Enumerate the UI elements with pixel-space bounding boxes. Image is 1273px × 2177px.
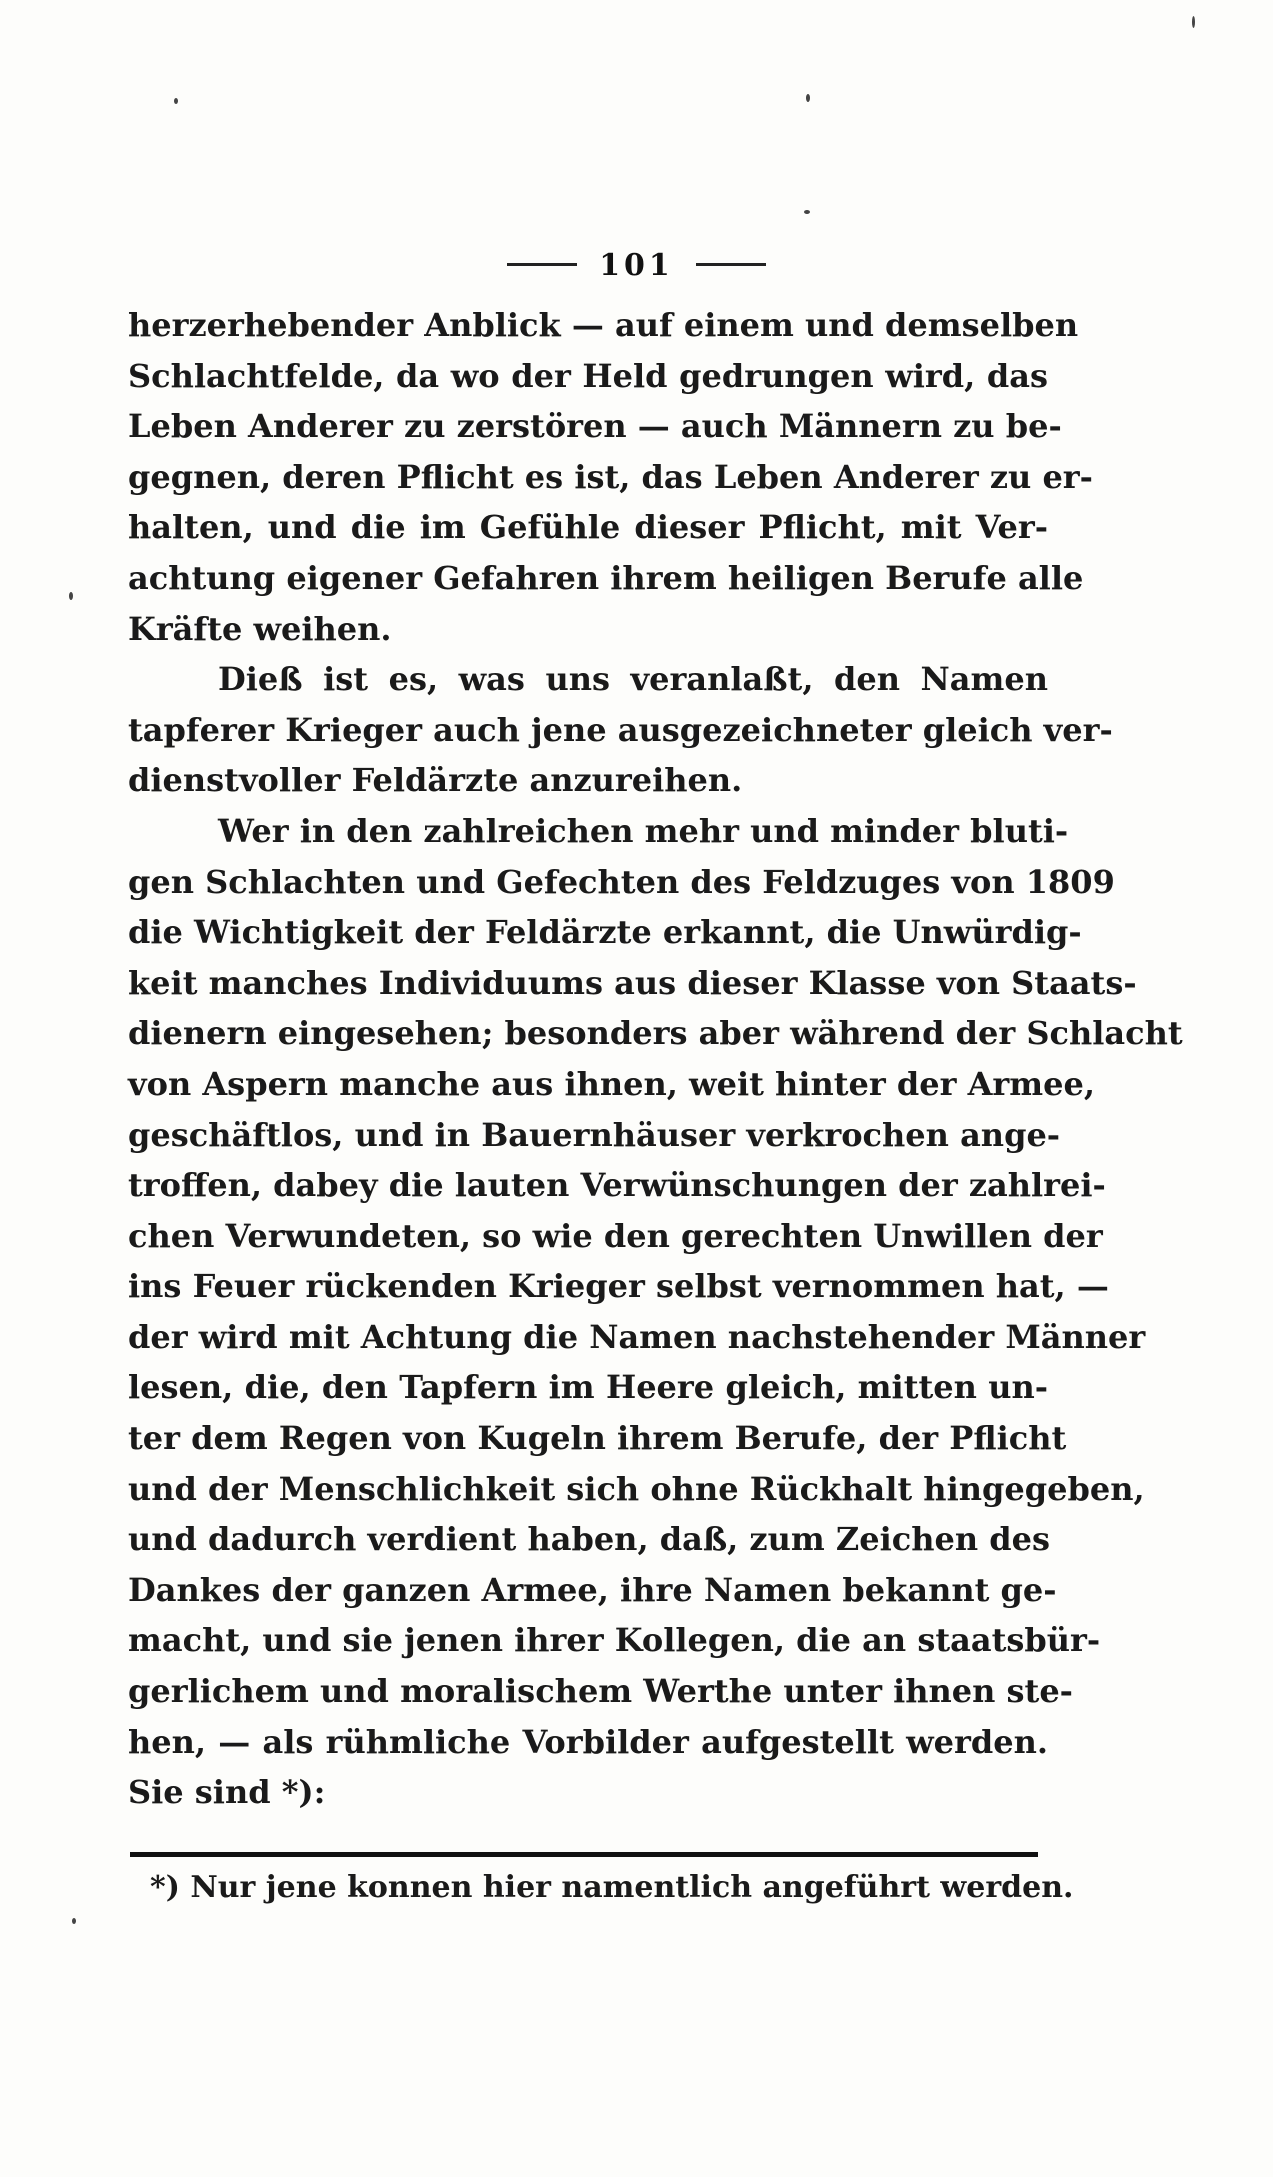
text-line: tapferer Krieger auch jene ausgezeichneter gleich ver- [128,710,1113,749]
text-line: Dankes der ganzen Armee, ihre Namen bekannt ge- [128,1570,1057,1609]
print-speck [1192,16,1195,28]
header-ornament-right [696,263,766,272]
text-line: die Wichtigkeit der Feldärzte erkannt, die Unwürdig- [128,913,1082,952]
header-ornament-left [507,263,577,272]
text-line: der wird mit Achtung die Namen nachstehender Männer [128,1317,1146,1356]
text-line: gen Schlachten und Gefechten des Feldzuges von 1809 [128,862,1115,901]
print-speck [804,210,810,214]
text-line: ter dem Regen von Kugeln ihrem Berufe, der Pflicht [128,1419,1067,1458]
body-text [128,300,1183,1818]
text-line: dienstvoller Feldärzte anzureihen. [128,761,743,800]
text-line: keit manches Individuums aus dieser Klasse von Staats- [128,963,1137,1002]
text-line: chen Verwundeten, so wie den gerechten Unwillen der [128,1216,1103,1255]
text-line: Wer in den zahlreichen mehr und minder bluti- [218,811,1069,850]
text-line: lesen, die, den Tapfern im Heere gleich, mitten un- [128,1368,1048,1407]
print-speck [174,98,178,104]
page-number: 101 [599,248,674,283]
text-line: dienern eingesehen; besonders aber während der Schlacht [128,1014,1183,1053]
text-line: Dieß ist es, was uns veranlaßt, den Namen [218,660,1048,699]
text-line: Schlachtfelde, da wo der Held gedrungen wird, das [128,356,1048,395]
text-line: und der Menschlichkeit sich ohne Rückhalt hingegeben, [128,1469,1145,1508]
print-speck [806,94,810,102]
text-line: gerlichem und moralischem Werthe unter ihnen ste- [128,1672,1073,1711]
text-line: herzerhebender Anblick — auf einem und demselben [128,306,1079,344]
page-header [0,248,1273,283]
text-line: gegnen, deren Pflicht es ist, das Leben Anderer zu er- [128,457,1093,496]
text-line: und dadurch verdient haben, daß, zum Zeichen des [128,1520,1050,1559]
text-line: ins Feuer rückenden Krieger selbst vernommen hat, — [128,1267,1109,1306]
text-line: troffen, dabey die lauten Verwünschungen der zahlrei- [128,1166,1106,1205]
text-line: halten, und die im Gefühle dieser Pflicht, mit Ver- [128,508,1048,547]
text-line: von Aspern manche aus ihnen, weit hinter der Armee, [128,1064,1095,1103]
text-line: Sie sind *): [128,1773,326,1812]
text-line: macht, und sie jenen ihrer Kollegen, die an staatsbür- [128,1621,1101,1660]
text-line: Leben Anderer zu zerstören — auch Männern zu be- [128,407,1062,446]
print-speck [72,1918,76,1924]
footnote-rule [130,1852,1038,1857]
text-line: Kräfte weihen. [128,609,392,648]
print-speck [69,592,73,600]
footnote: *) Nur jene konnen hier namentlich angeführt werden. [150,1870,1074,1905]
text-line: hen, — als rühmliche Vorbilder aufgestellt werden. [128,1722,1048,1761]
text-line: geschäftlos, und in Bauernhäuser verkrochen ange- [128,1115,1061,1154]
text-line: achtung eigener Gefahren ihrem heiligen Berufe alle [128,558,1084,597]
